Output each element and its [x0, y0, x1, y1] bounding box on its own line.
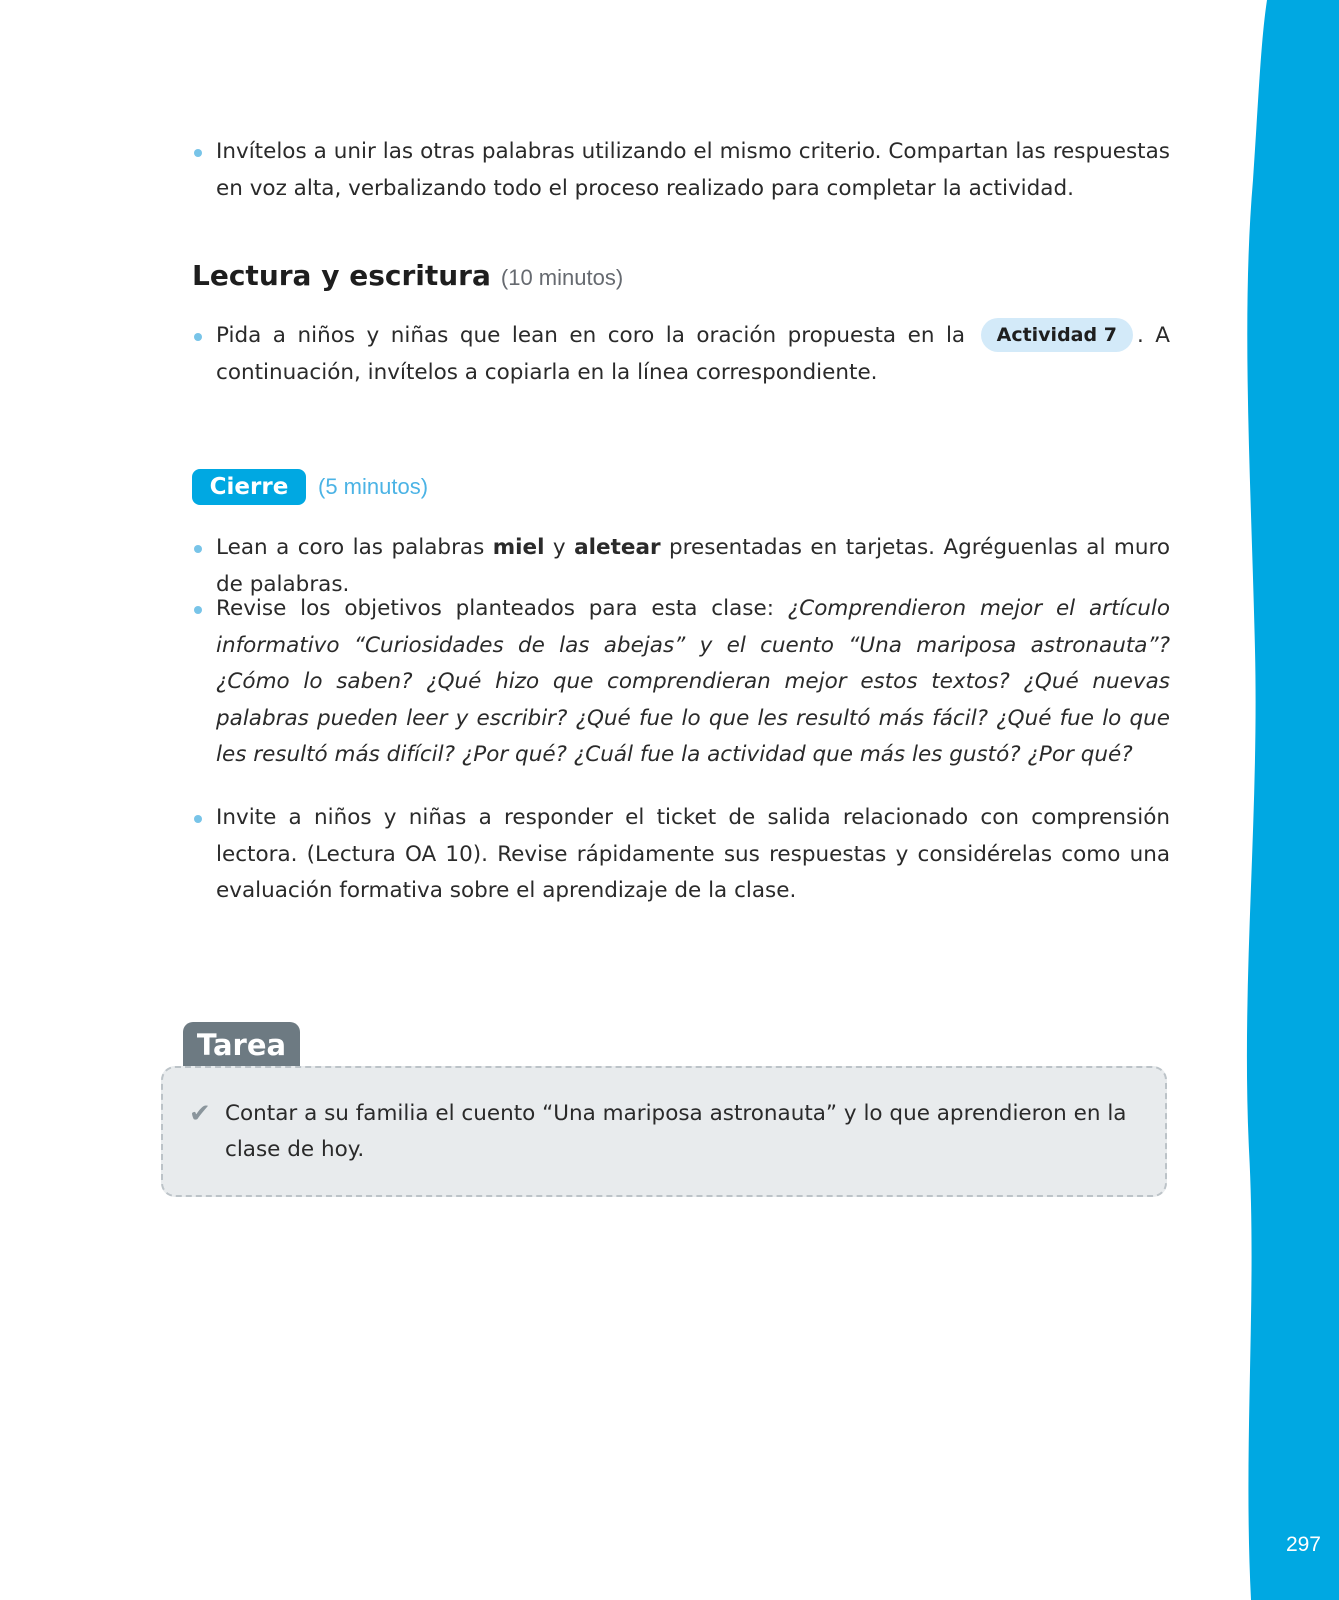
cierre-heading — [192, 469, 1170, 505]
cierre-duration: (5 minutos) — [318, 474, 429, 499]
lectura-text-b: . A continuación, invítelos a copiarla en la línea correspondiente. — [216, 323, 1170, 385]
tarea-item — [189, 1096, 1137, 1168]
cierre-bullet-ticket: Invite a niños y niñas a responder el ticket de salida relacionado con comprensión lectora. (Lectura OA 10). Revise rápidamente sus respuestas y considérelas como una evaluación formativa sobre el aprendizaje de la clase. — [192, 800, 1170, 910]
tarea-tab: Tarea — [183, 1022, 300, 1066]
cierre-b1-text-b: y — [544, 535, 575, 560]
word-aletear: aletear — [574, 535, 661, 560]
page-number: 297 — [1285, 1533, 1321, 1556]
tarea-box — [161, 1066, 1167, 1197]
word-miel: miel — [492, 535, 545, 560]
cierre-label: Cierre — [192, 469, 306, 505]
lectura-title: Lectura y escritura — [192, 259, 491, 292]
side-color-band — [1239, 0, 1339, 1600]
lectura-text-a: Pida a niños y niñas que lean en coro la oración propuesta en la — [216, 323, 966, 348]
cierre-b1-text-a: Lean a coro las palabras — [216, 535, 493, 560]
cierre-bullet-objectives — [192, 591, 1170, 774]
cierre-b2-questions: ¿Comprendieron mejor el artículo informativo “Curiosidades de las abejas” y el cuento “Una mariposa astronauta”? ¿Cómo lo saben? ¿Qué hizo que comprendieran mejor estos textos? ¿Qué nuevas palabras pueden leer y escribir? ¿Qué fue lo que les resultó más fácil? ¿Qué fue lo que les resultó más difícil? ¿Por qué? ¿Cuál fue la actividad que más les gustó? ¿Por qué? — [216, 596, 1170, 767]
activity-badge: Actividad 7 — [981, 318, 1133, 352]
lectura-bullet — [192, 318, 1170, 391]
cierre-b2-text: Revise los objetivos planteados para esta clase: — [216, 596, 788, 621]
cierre-b1-text-c: presentadas en tarjetas. Agréguenlas al muro de palabras. — [216, 535, 1171, 597]
intro-bullet: Invítelos a unir las otras palabras utilizando el mismo criterio. Compartan las respuestas en voz alta, verbalizando todo el proceso realizado para completar la actividad. — [192, 134, 1170, 207]
tarea-text: Contar a su familia el cuento “Una mariposa astronauta” y lo que aprendieron en la clase de hoy. — [225, 1101, 1127, 1162]
lectura-duration: (10 minutos) — [500, 265, 624, 290]
lectura-heading — [192, 259, 1170, 292]
check-icon: ✔ — [189, 1099, 211, 1129]
